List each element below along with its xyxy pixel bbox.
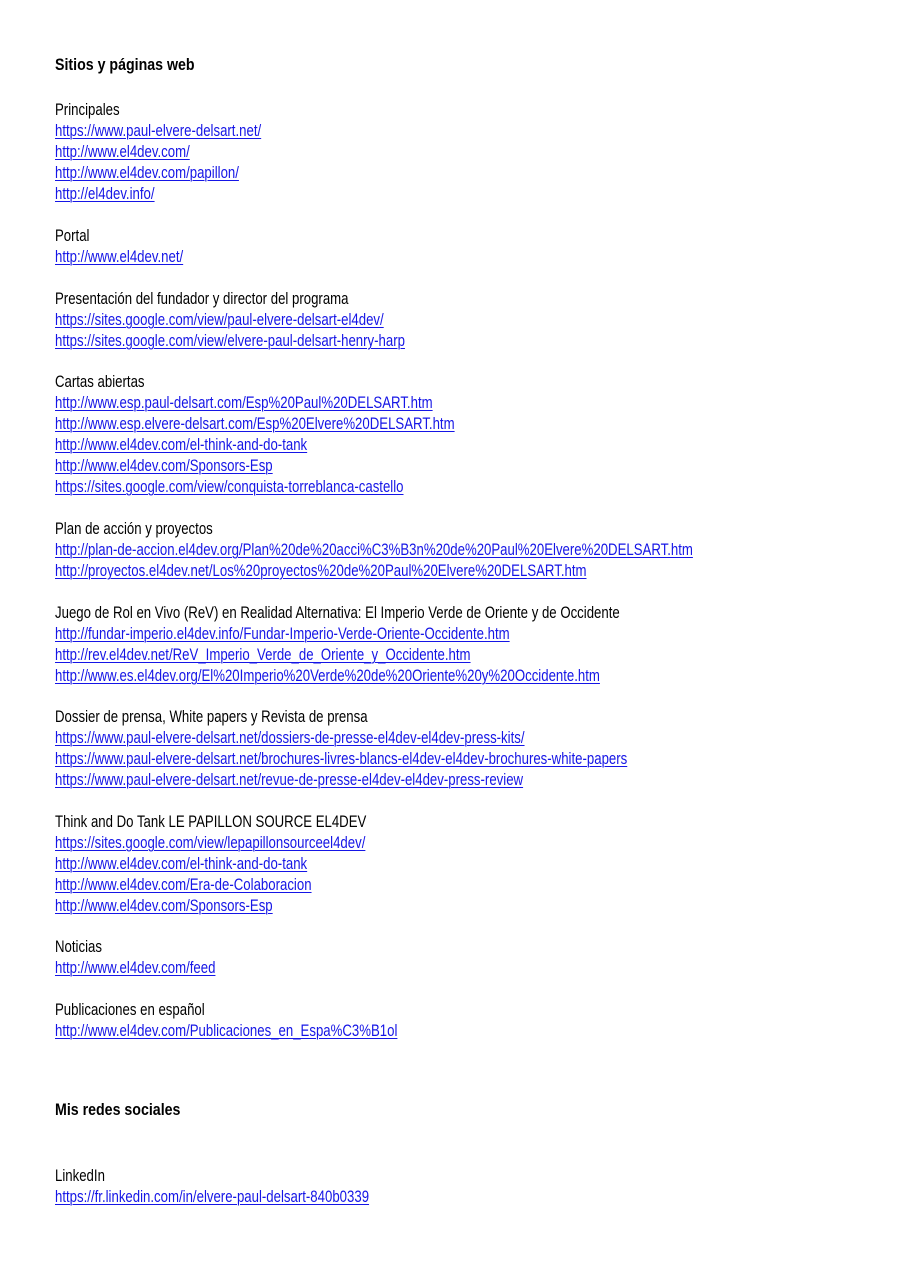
- link[interactable]: http://www.el4dev.com/: [55, 143, 190, 161]
- link[interactable]: https://www.paul-elvere-delsart.net/brochures-livres-blancs-el4dev-el4dev-brochures-white-papers: [55, 750, 628, 768]
- link[interactable]: http://proyectos.el4dev.net/Los%20proyectos%20de%20Paul%20Elvere%20DELSART.htm: [55, 562, 587, 580]
- link[interactable]: http://www.el4dev.com/Publicaciones_en_Espa%C3%B1ol: [55, 1022, 398, 1040]
- group-label-portal: Portal: [55, 227, 90, 245]
- link[interactable]: https://sites.google.com/view/conquista-torreblanca-castello: [55, 478, 404, 496]
- link[interactable]: https://sites.google.com/view/lepapillonsourceel4dev/: [55, 834, 366, 852]
- link[interactable]: http://www.el4dev.com/Sponsors-Esp: [55, 897, 273, 915]
- link[interactable]: http://fundar-imperio.el4dev.info/Fundar-Imperio-Verde-Oriente-Occidente.htm: [55, 625, 510, 643]
- link[interactable]: https://www.paul-elvere-delsart.net/revue-de-presse-el4dev-el4dev-press-review: [55, 771, 524, 789]
- group-label-noticias: Noticias: [55, 938, 102, 956]
- link[interactable]: http://www.el4dev.com/papillon/: [55, 164, 239, 182]
- group-label-plan-de-accion: Plan de acción y proyectos: [55, 520, 213, 538]
- link[interactable]: http://rev.el4dev.net/ReV_Imperio_Verde_de_Oriente_y_Occidente.htm: [55, 646, 471, 664]
- group-label-principales: Principales: [55, 101, 120, 119]
- group-label-publicaciones: Publicaciones en español: [55, 1001, 205, 1019]
- link[interactable]: http://el4dev.info/: [55, 185, 155, 203]
- group-label-cartas-abiertas: Cartas abiertas: [55, 373, 145, 391]
- group-label-dossier-de-prensa: Dossier de prensa, White papers y Revista de prensa: [55, 708, 368, 726]
- link[interactable]: http://www.esp.elvere-delsart.com/Esp%20Elvere%20DELSART.htm: [55, 415, 455, 433]
- link[interactable]: http://www.esp.paul-delsart.com/Esp%20Paul%20DELSART.htm: [55, 394, 433, 412]
- link[interactable]: http://www.el4dev.com/feed: [55, 959, 216, 977]
- group-label-think-and-do-tank: Think and Do Tank LE PAPILLON SOURCE EL4DEV: [55, 813, 367, 831]
- section-heading-websites: Sitios y páginas web: [55, 56, 195, 74]
- link[interactable]: http://www.el4dev.com/el-think-and-do-tank: [55, 855, 308, 873]
- section-heading-social: Mis redes sociales: [55, 1101, 181, 1119]
- link[interactable]: http://www.el4dev.com/Sponsors-Esp: [55, 457, 273, 475]
- link[interactable]: https://www.paul-elvere-delsart.net/dossiers-de-presse-el4dev-el4dev-press-kits/: [55, 729, 525, 747]
- link[interactable]: http://www.el4dev.net/: [55, 248, 184, 266]
- link[interactable]: http://www.el4dev.com/Era-de-Colaboracion: [55, 876, 312, 894]
- group-label-linkedin: LinkedIn: [55, 1167, 105, 1185]
- link[interactable]: http://www.es.el4dev.org/El%20Imperio%20Verde%20de%20Oriente%20y%20Occidente.htm: [55, 667, 600, 685]
- link[interactable]: http://www.el4dev.com/el-think-and-do-tank: [55, 436, 308, 454]
- link[interactable]: http://plan-de-accion.el4dev.org/Plan%20de%20acci%C3%B3n%20de%20Paul%20Elvere%20DELSART.htm: [55, 541, 693, 559]
- group-label-presentacion: Presentación del fundador y director del programa: [55, 290, 349, 308]
- link[interactable]: https://fr.linkedin.com/in/elvere-paul-delsart-840b0339: [55, 1188, 370, 1206]
- group-label-juego-de-rol: Juego de Rol en Vivo (ReV) en Realidad Alternativa: El Imperio Verde de Oriente y de Occidente: [55, 604, 620, 622]
- link[interactable]: https://www.paul-elvere-delsart.net/: [55, 122, 262, 140]
- link[interactable]: https://sites.google.com/view/paul-elvere-delsart-el4dev/: [55, 311, 384, 329]
- link[interactable]: https://sites.google.com/view/elvere-paul-delsart-henry-harp: [55, 332, 405, 350]
